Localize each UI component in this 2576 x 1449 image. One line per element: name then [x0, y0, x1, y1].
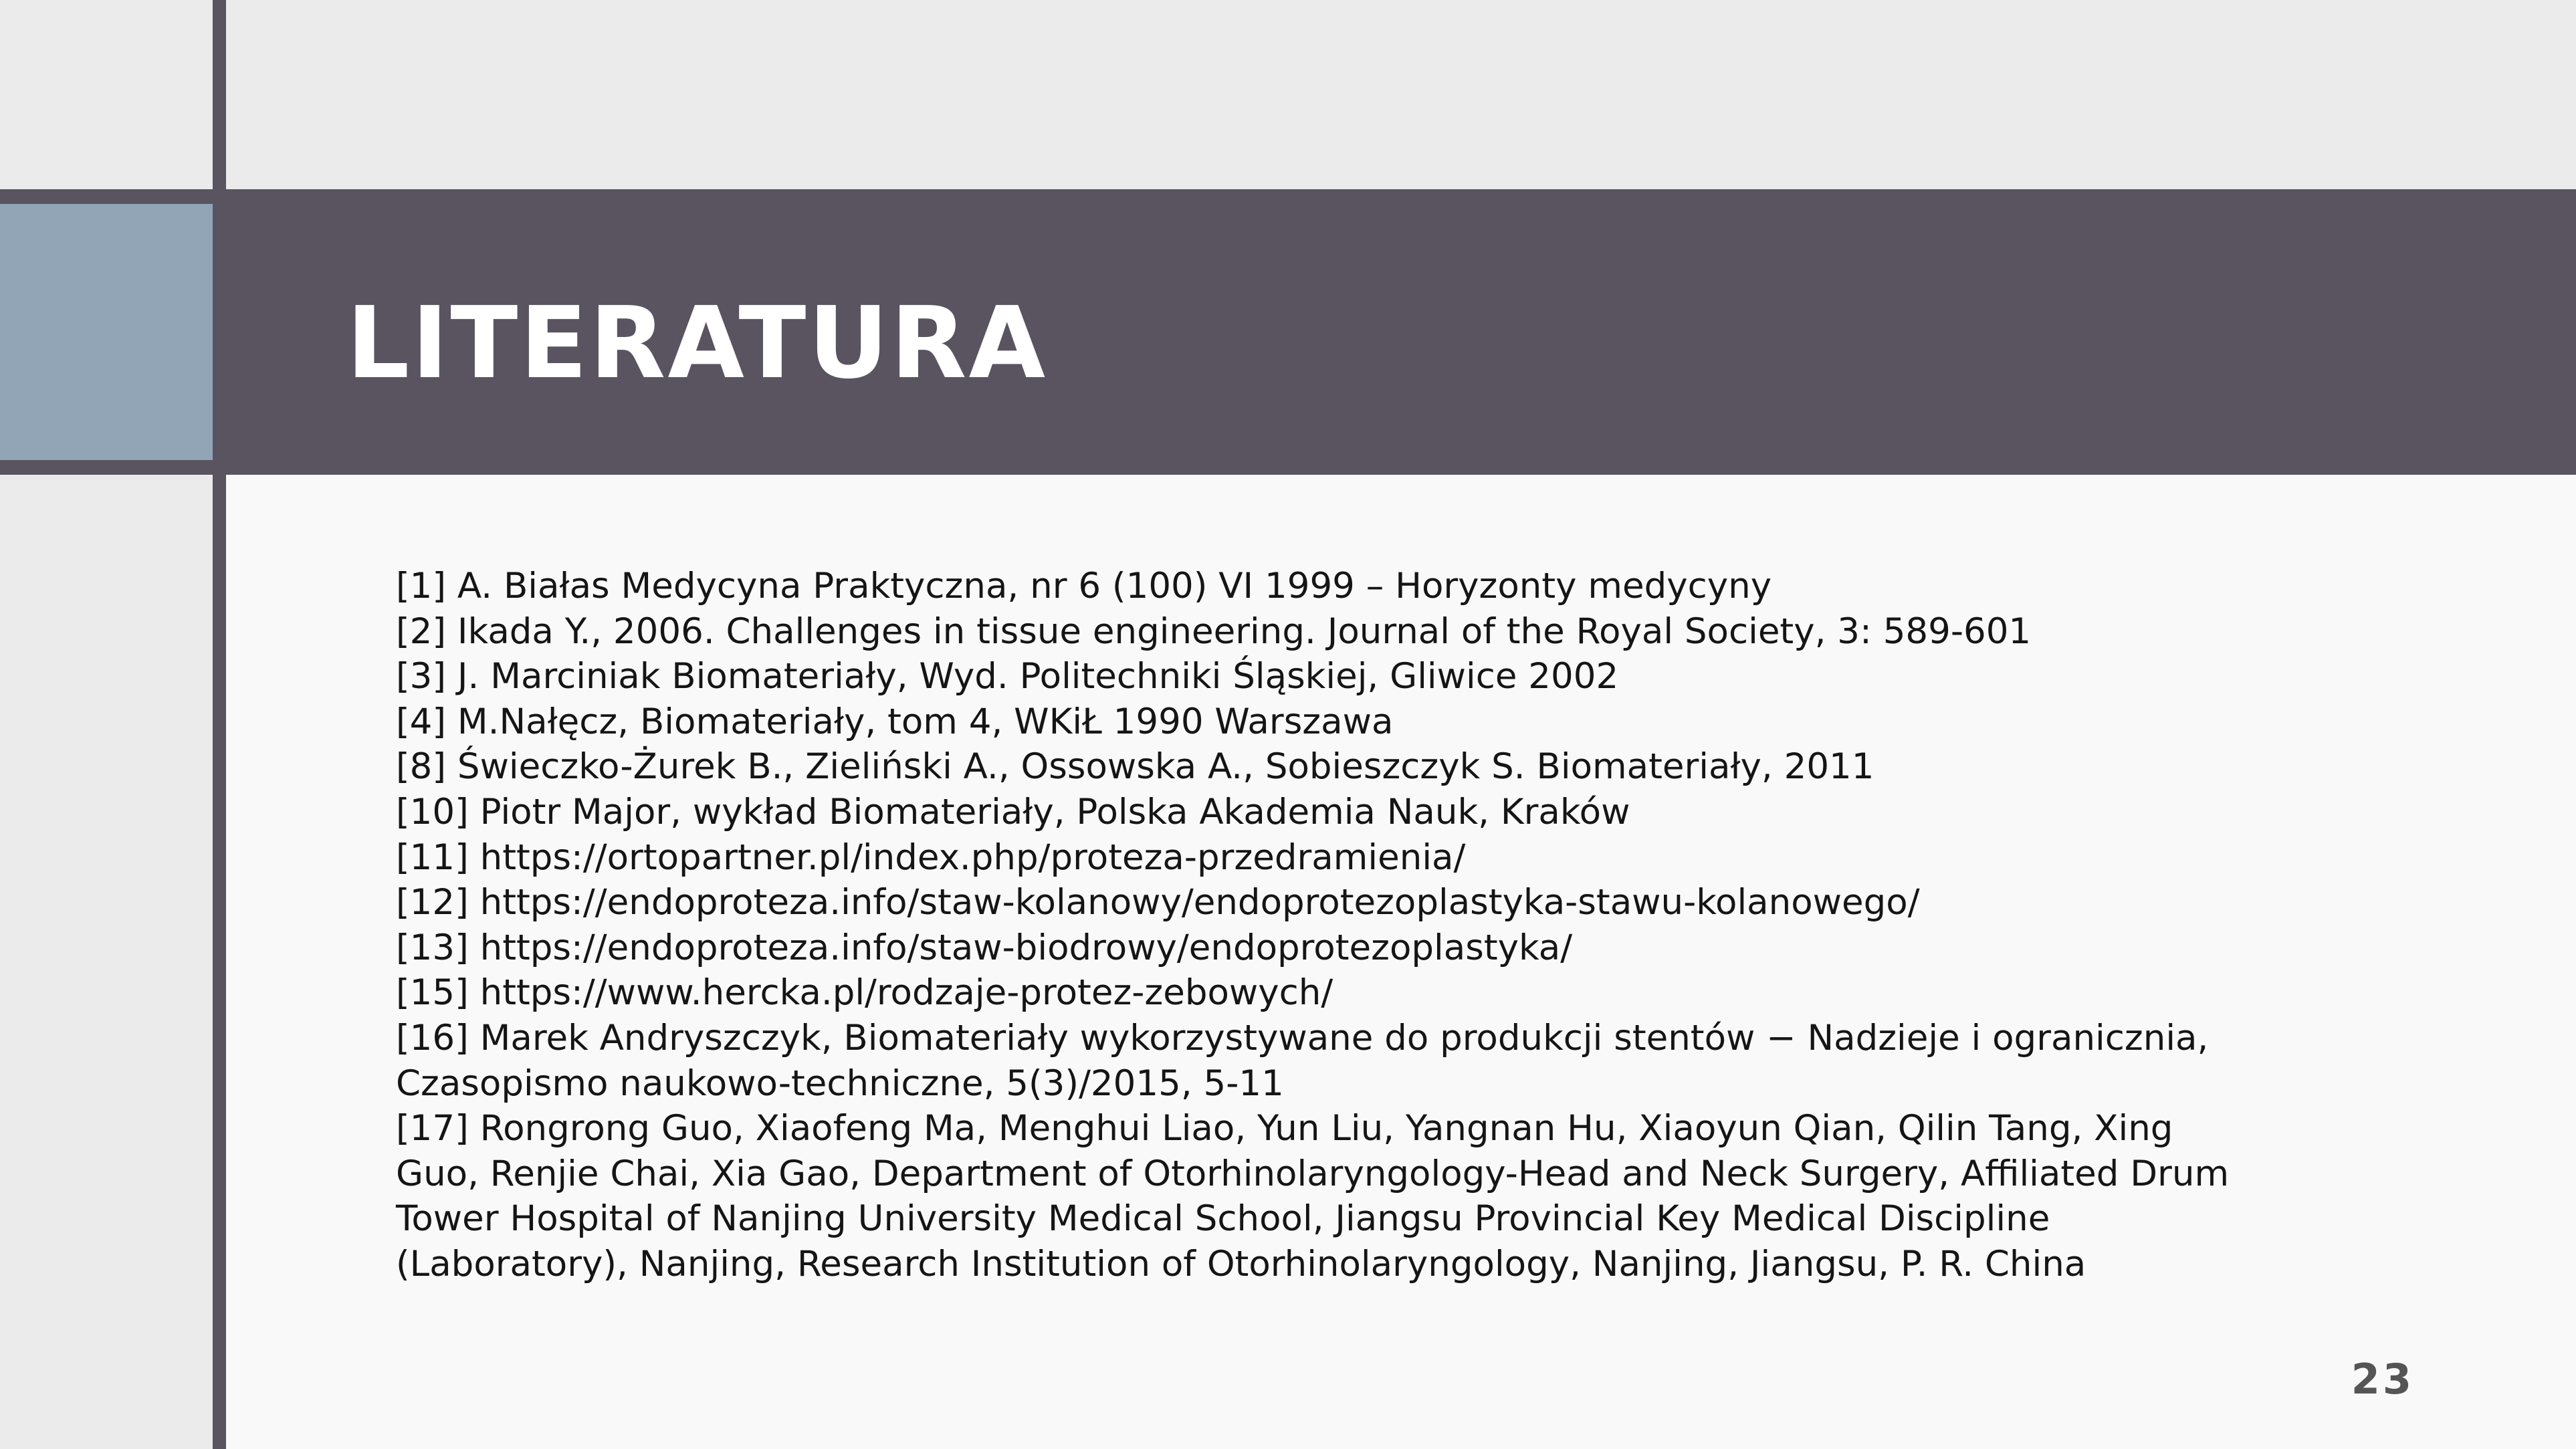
reference-item: [17] Rongrong Guo, Xiaofeng Ma, Menghui Liao, Yun Liu, Yangnan Hu, Xiaoyun Qian, Qilin Tang, Xing Guo, Renjie Chai, Xia Gao, Department of Otorhinolaryngology-Head and Neck Surgery, Affiliated Drum Tower Hospital of Nanjing University Medical School, Jiangsu Provincial Key Medical Discipline (Laboratory), Nanjing, Research Institution of Otorhinolaryngology, Nanjing, Jiangsu, P. R. China [396, 1108, 2230, 1285]
accent-square [0, 204, 213, 460]
slide-title: LITERATURA [346, 286, 1048, 401]
reference-item: [16] Marek Andryszczyk, Biomateriały wykorzystywane do produkcji stentów − Nadzieje i ogranicznia, Czasopismo naukowo-techniczne, 5(3)/2015, 5-11 [396, 1017, 2209, 1104]
reference-item: [4] M.Nałęcz, Biomateriały, tom 4, WKiŁ 1990 Warszawa [396, 701, 1394, 742]
reference-item: [13] https://endoproteza.info/staw-biodrowy/endoprotezoplastyka/ [396, 927, 1573, 968]
vertical-rule [213, 0, 226, 1449]
reference-item: [1] A. Białas Medycyna Praktyczna, nr 6 (100) VI 1999 – Horyzonty medycyny [396, 566, 1772, 606]
reference-item: [15] https://www.hercka.pl/rodzaje-protez-zebowych/ [396, 972, 1333, 1014]
page-number: 23 [2351, 1355, 2414, 1404]
reference-item: [10] Piotr Major, wykład Biomateriały, Polska Akademia Nauk, Kraków [396, 791, 1630, 832]
reference-item: [8] Świeczko-Żurek B., Zieliński A., Ossowska A., Sobieszczyk S. Biomateriały, 2011 [396, 746, 1874, 788]
top-band [0, 0, 2576, 189]
reference-item: [12] https://endoproteza.info/staw-kolanowy/endoprotezoplastyka-stawu-kolanowego/ [396, 882, 1920, 923]
reference-item: [11] https://ortopartner.pl/index.php/proteza-przedramienia/ [396, 837, 1466, 878]
reference-list [396, 564, 2255, 1287]
reference-item: [2] Ikada Y., 2006. Challenges in tissue engineering. Journal of the Royal Society, 3: 589-601 [396, 610, 2032, 652]
reference-item: [3] J. Marciniak Biomateriały, Wyd. Politechniki Śląskiej, Gliwice 2002 [396, 656, 1619, 697]
